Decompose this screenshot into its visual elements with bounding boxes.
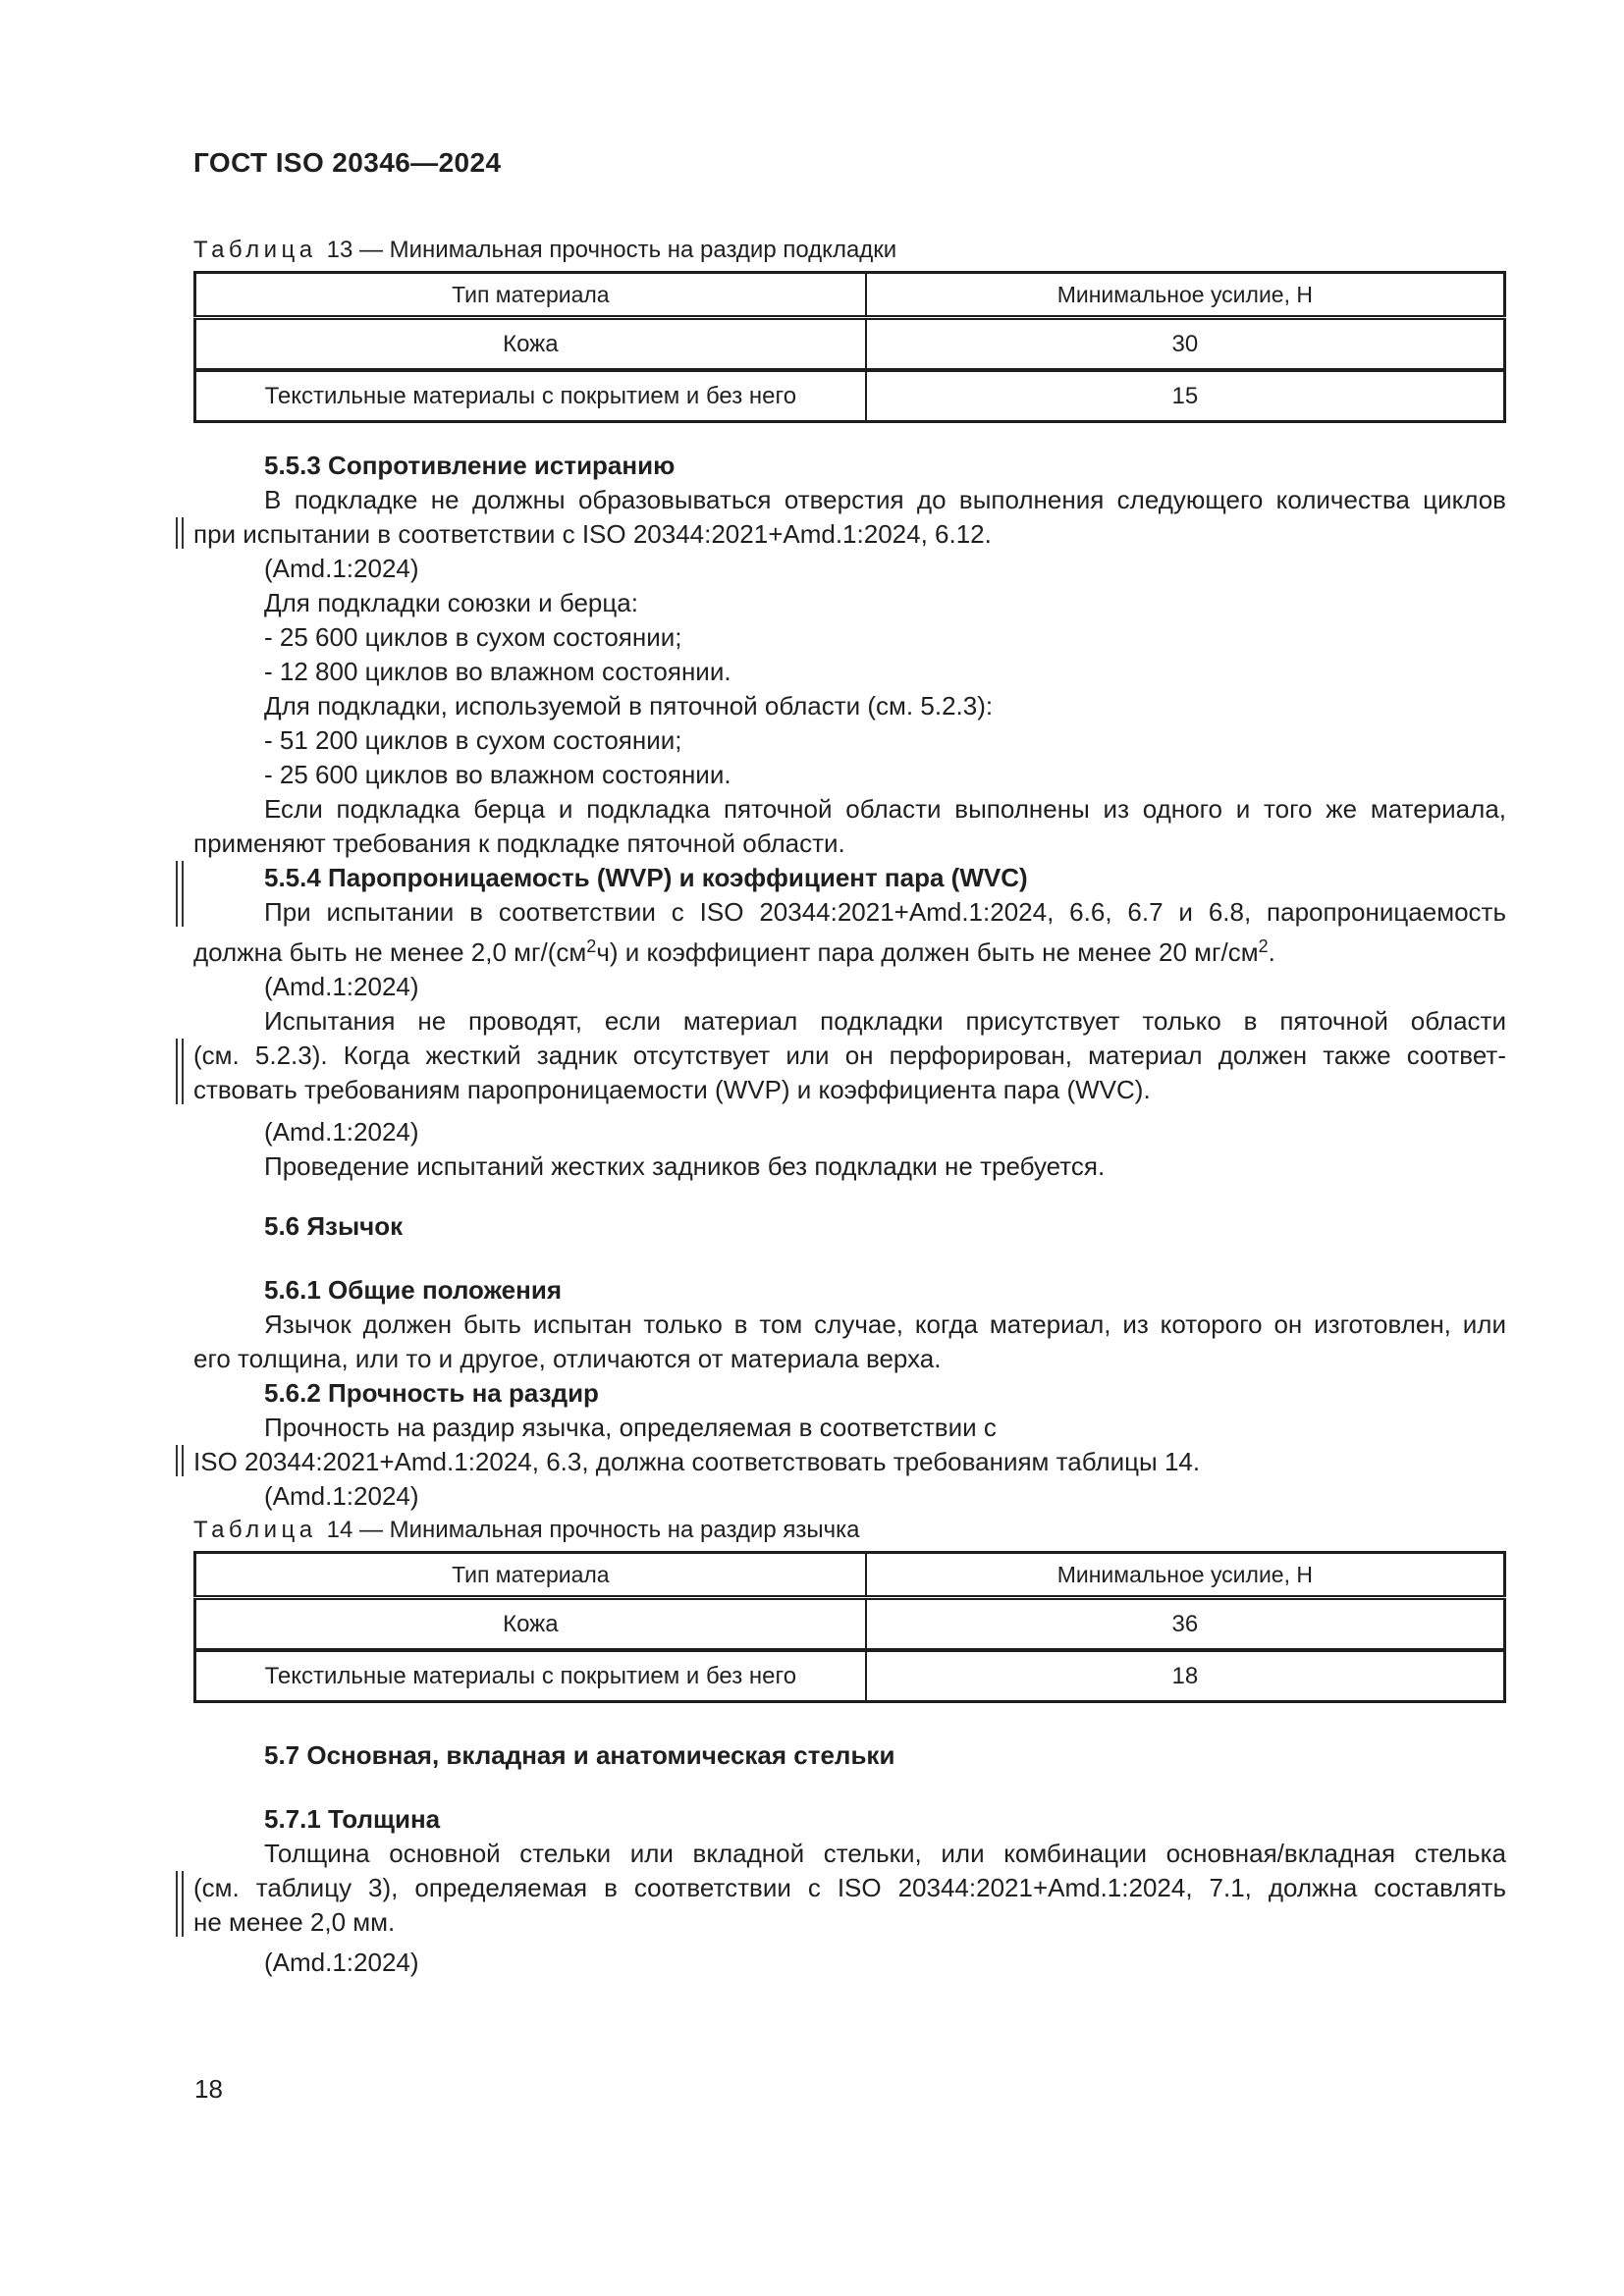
table13-cell-force-2: 15 bbox=[866, 370, 1505, 422]
table13-header-force: Минимальное усилие, Н bbox=[866, 273, 1505, 318]
paragraph-text: . bbox=[1268, 937, 1275, 967]
paragraph-text: должна быть не менее 2,0 мг/(см bbox=[193, 937, 587, 967]
paragraph-text: ч) и коэффициент пара должен быть не менее 20 мг/см bbox=[596, 937, 1259, 967]
table14-cell-material-2: Текстильные материалы с покрытием и без него bbox=[264, 1662, 797, 1689]
paragraph-line: Толщина основной стельки или вкладной стельки, или комбинации основная/вкладная стелька bbox=[264, 1839, 1506, 1868]
table-row bbox=[195, 370, 1505, 422]
list-item: - 12 800 циклов во влажном состоянии. bbox=[264, 657, 731, 686]
change-bar bbox=[176, 1871, 184, 1937]
paragraph-line bbox=[193, 517, 1506, 552]
list-item: - 25 600 циклов во влажном состоянии. bbox=[264, 760, 731, 789]
paragraph-line: В подкладке не должны образовываться отверстия до выполнения следующего количества циклов bbox=[264, 485, 1506, 514]
changed-block bbox=[193, 1871, 1506, 1940]
paragraph-line: не менее 2,0 мм. bbox=[193, 1907, 396, 1937]
paragraph-line: Проведение испытаний жестких задников без подкладки не требуется. bbox=[264, 1151, 1106, 1181]
table14-cell-force-1: 36 bbox=[866, 1598, 1505, 1651]
page-content bbox=[193, 147, 1506, 1980]
amendment-note: (Amd.1:2024) bbox=[264, 1948, 419, 1977]
table13-cell-material-1: Кожа bbox=[195, 318, 866, 371]
paragraph-line bbox=[193, 1445, 1506, 1479]
table14 bbox=[193, 1551, 1506, 1703]
table14-header-force: Минимальное усилие, Н bbox=[866, 1553, 1505, 1598]
paragraph-line: Для подкладки, используемой в пяточной области (см. 5.2.3): bbox=[264, 691, 994, 721]
amendment-note: (Amd.1:2024) bbox=[264, 554, 419, 583]
table14-cell-material-1: Кожа bbox=[195, 1598, 866, 1651]
paragraph-line: Если подкладка берца и подкладка пяточной области выполнены из одного и того же материала, bbox=[264, 794, 1506, 824]
paragraph-line: его толщина, или то и другое, отличаются от материала верха. bbox=[193, 1344, 942, 1373]
paragraph-line: (см. 5.2.3). Когда жесткий задник отсутствует или он перфорирован, материал должен также соответ- bbox=[193, 1041, 1506, 1070]
table14-header-material: Тип материала bbox=[195, 1553, 866, 1598]
table-row bbox=[195, 1598, 1505, 1651]
amendment-note: (Amd.1:2024) bbox=[264, 972, 419, 1001]
superscript: 2 bbox=[586, 936, 597, 956]
paragraph-line: При испытании в соответствии с ISO 20344:2021+Amd.1:2024, 6.6, 6.7 и 6.8, паропроницаемость bbox=[264, 897, 1506, 927]
paragraph-line: Испытания не проводят, если материал подкладки присутствует только в пяточной области bbox=[264, 1006, 1506, 1036]
table14-cell-force-2: 18 bbox=[866, 1650, 1505, 1702]
changed-block bbox=[193, 1039, 1506, 1107]
heading-5-6: 5.6 Язычок bbox=[264, 1211, 404, 1241]
list-item: - 51 200 циклов в сухом состоянии; bbox=[264, 725, 682, 755]
paragraph-line: Для подкладки союзки и берца: bbox=[264, 588, 638, 617]
paragraph-line: Язычок должен быть испытан только в том случае, когда материал, из которого он изготовлен, или bbox=[264, 1309, 1506, 1339]
amendment-note: (Amd.1:2024) bbox=[264, 1481, 419, 1511]
table-row bbox=[195, 1650, 1505, 1702]
change-bar bbox=[176, 861, 184, 927]
heading-5-7: 5.7 Основная, вкладная и анатомическая стельки bbox=[264, 1740, 895, 1770]
paragraph-line: (см. таблицу 3), определяемая в соответствии с ISO 20344:2021+Amd.1:2024, 7.1, должна составлять bbox=[193, 1873, 1506, 1902]
document-header: ГОСТ ISO 20346—2024 bbox=[193, 147, 502, 178]
table14-header-row bbox=[195, 1553, 1505, 1598]
table13 bbox=[193, 271, 1506, 423]
heading-5-6-1: 5.6.1 Общие положения bbox=[264, 1275, 562, 1305]
table14-caption-text: 14 — Минимальная прочность на раздир язычка bbox=[326, 1517, 860, 1543]
superscript: 2 bbox=[1258, 936, 1269, 956]
paragraph-line: Прочность на раздир язычка, определяемая в соответствии с bbox=[264, 1413, 997, 1442]
amendment-note: (Amd.1:2024) bbox=[264, 1117, 419, 1147]
page-number: 18 bbox=[194, 2074, 223, 2104]
heading-5-6-2: 5.6.2 Прочность на раздир bbox=[264, 1378, 599, 1408]
list-item: - 25 600 циклов в сухом состоянии; bbox=[264, 622, 682, 652]
change-bar bbox=[176, 517, 184, 549]
heading-5-5-4: 5.5.4 Паропроницаемость (WVP) и коэффициент пара (WVC) bbox=[264, 863, 1028, 892]
table13-header-material: Тип материала bbox=[195, 273, 866, 318]
table13-caption-text: 13 — Минимальная прочность на раздир подкладки bbox=[326, 237, 897, 263]
table13-caption-word: Таблица bbox=[193, 237, 317, 263]
heading-5-5-3: 5.5.3 Сопротивление истиранию bbox=[264, 451, 676, 480]
table13-cell-material-2: Текстильные материалы с покрытием и без него bbox=[264, 382, 797, 409]
paragraph-text: ISO 20344:2021+Amd.1:2024, 6.3, должна соответствовать требованиям таблицы 14. bbox=[193, 1447, 1201, 1476]
change-bar bbox=[176, 1445, 184, 1476]
paragraph-line bbox=[193, 930, 1506, 970]
table13-caption bbox=[193, 236, 1506, 265]
table14-caption bbox=[193, 1516, 1506, 1545]
table13-header-row bbox=[195, 273, 1505, 318]
paragraph-line: ствовать требованиям паропроницаемости (WVP) и коэффициента пара (WVC). bbox=[193, 1075, 1151, 1104]
table14-caption-word: Таблица bbox=[193, 1517, 317, 1543]
heading-5-7-1: 5.7.1 Толщина bbox=[264, 1804, 441, 1834]
change-bar bbox=[176, 1039, 184, 1104]
changed-block bbox=[193, 861, 1506, 930]
paragraph-line: применяют требования к подкладке пяточной области. bbox=[193, 828, 845, 858]
table13-cell-force-1: 30 bbox=[866, 318, 1505, 371]
paragraph-text: при испытании в соответствии с ISO 20344:2021+Amd.1:2024, 6.12. bbox=[193, 519, 992, 549]
table-row bbox=[195, 318, 1505, 371]
